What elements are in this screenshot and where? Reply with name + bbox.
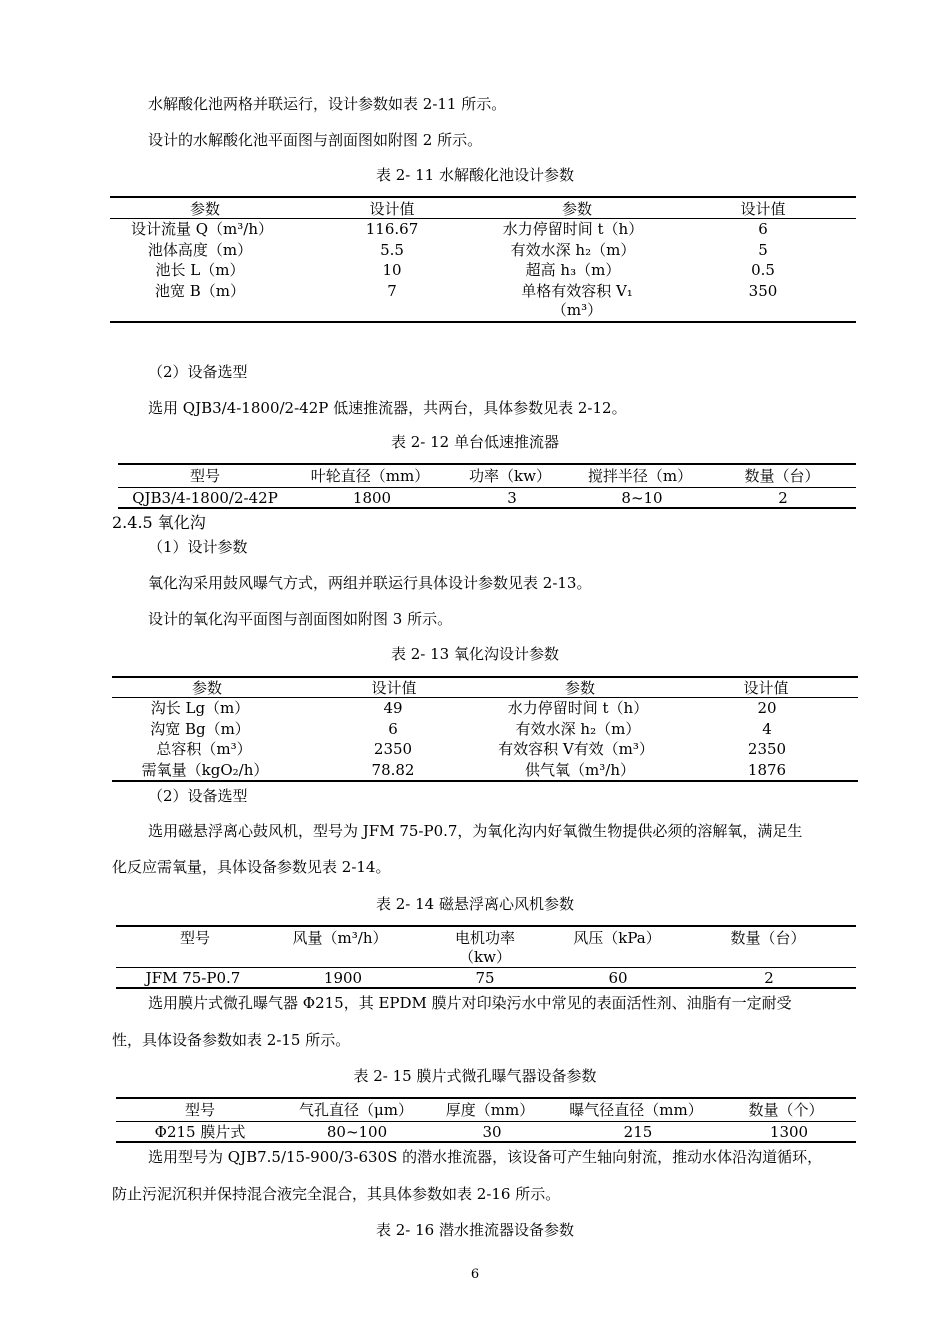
table-top-rule <box>110 196 856 198</box>
table-header: 叶轮直径（mm） <box>310 467 430 485</box>
table-caption: 表 2- 14 磁悬浮离心风机参数 <box>375 895 574 913</box>
table-header-rule <box>118 487 856 488</box>
table-header: 风压（kPa） <box>573 929 661 947</box>
table-cell: QJB3/4-1800/2-42P <box>132 489 278 507</box>
paragraph-text: 选用磁悬浮离心鼓风机，型号为 JFM 75-P0.7，为氧化沟内好氧微生物提供必须的溶解氧，满足生 <box>148 822 803 840</box>
table-cell: 池体高度（m） <box>147 241 253 259</box>
paragraph-text: 设计的水解酸化池平面图与剖面图如附图 2 所示。 <box>148 131 483 149</box>
paragraph-text: 性，具体设备参数如表 2-15 所示。 <box>112 1031 351 1049</box>
table-cell: 水力停留时间 t（h） <box>502 220 644 238</box>
section-label: （2）设备选型 <box>148 787 248 805</box>
table-cell: 总容积（m³） <box>156 740 252 758</box>
paragraph-text: 设计的氧化沟平面图与剖面图如附图 3 所示。 <box>148 610 453 628</box>
table-cell: 1800 <box>352 489 392 507</box>
table-cell: 8~10 <box>621 489 663 507</box>
table-header: 型号 <box>184 1101 216 1119</box>
paragraph-text: 选用膜片式微孔曝气器 Φ215，其 EPDM 膜片对印染污水中常见的表面活性剂、油脂有一定耐受 <box>148 994 792 1012</box>
table-cell: 2350 <box>373 740 413 758</box>
table-header: 设计值 <box>743 679 789 697</box>
table-cell: 池长 L（m） <box>155 261 245 279</box>
table-cell: Φ215 膜片式 <box>154 1123 246 1141</box>
table-top-rule <box>118 463 856 465</box>
table-header: 设计值 <box>369 200 415 218</box>
table-caption: 表 2- 12 单台低速推流器 <box>390 433 559 451</box>
table-cell: 5 <box>758 241 768 259</box>
table-header: 气孔直径（μm） <box>299 1101 413 1119</box>
table-header-rule <box>112 697 858 698</box>
table-header: 风量（m³/h） <box>292 929 388 947</box>
table-header: 参数 <box>189 200 221 218</box>
table-cell: 有效容积 V有效（m³） <box>498 740 654 758</box>
table-header: 型号 <box>189 467 221 485</box>
table-bottom-rule <box>118 507 856 509</box>
table-top-rule <box>116 925 856 927</box>
table-cell: 2 <box>778 489 788 507</box>
table-cell: 7 <box>387 282 397 300</box>
section-label: （2）设备选型 <box>148 363 248 381</box>
table-cell: 6 <box>758 220 768 238</box>
table-top-rule <box>116 1097 856 1099</box>
table-cell: 30 <box>482 1123 502 1141</box>
table-cell: 需氧量（kgO₂/h） <box>141 761 269 779</box>
table-bottom-rule <box>110 321 856 323</box>
table-cell: 75 <box>475 969 495 987</box>
table-cell: 1876 <box>747 761 787 779</box>
table-cell: 6 <box>388 720 398 738</box>
table-cell: 215 <box>623 1123 653 1141</box>
table-cell: 1300 <box>769 1123 809 1141</box>
table-cell: 3 <box>507 489 517 507</box>
table-bottom-rule <box>116 987 856 989</box>
table-bottom-rule <box>112 780 858 782</box>
table-cell: 0.5 <box>751 261 775 279</box>
table-header: 曝气径直径（mm） <box>569 1101 703 1119</box>
table-header-rule <box>116 967 856 968</box>
section-heading: 2.4.5 氧化沟 <box>112 513 206 532</box>
table-cell: 有效水深 h₂（m） <box>515 720 641 738</box>
table-cell: 350 <box>748 282 778 300</box>
table-caption: 表 2- 15 膜片式微孔曝气器设备参数 <box>353 1067 597 1085</box>
table-cell: 水力停留时间 t（h） <box>507 699 649 717</box>
table-cell: 单格有效容积 V₁ <box>521 282 633 300</box>
table-header: （kw） <box>459 948 511 966</box>
table-cell: 供气氧（m³/h） <box>525 761 635 779</box>
table-header: 参数 <box>564 679 596 697</box>
table-cell: 116.67 <box>365 220 419 238</box>
table-header: 数量（台） <box>730 929 806 947</box>
paragraph-text: 选用 QJB3/4-1800/2-42P 低速推流器，共两台，具体参数见表 2-12。 <box>148 399 627 417</box>
table-caption: 表 2- 11 水解酸化池设计参数 <box>375 166 574 184</box>
table-cell: 有效水深 h₂（m） <box>510 241 636 259</box>
section-label: （1）设计参数 <box>148 538 248 556</box>
page-number: 6 <box>470 1267 480 1282</box>
table-cell: 2350 <box>747 740 787 758</box>
paragraph-text: 氧化沟采用鼓风曝气方式，两组并联运行具体设计参数见表 2-13。 <box>148 574 592 592</box>
table-cell: JFM 75-P0.7 <box>145 969 241 987</box>
table-cell: 5.5 <box>380 241 404 259</box>
table-top-rule <box>112 676 858 678</box>
table-cell: 1900 <box>323 969 363 987</box>
table-cell: 10 <box>382 261 402 279</box>
table-cell: 20 <box>757 699 777 717</box>
table-header-rule <box>110 218 856 219</box>
table-caption: 表 2- 16 潜水推流器设备参数 <box>375 1221 574 1239</box>
table-cell: 池宽 B（m） <box>154 282 246 300</box>
table-cell: 60 <box>608 969 628 987</box>
paragraph-text: 水解酸化池两格并联运行，设计参数如表 2-11 所示。 <box>148 95 507 113</box>
table-header: 参数 <box>561 200 593 218</box>
table-header: 数量（台） <box>744 467 820 485</box>
table-bottom-rule <box>116 1141 856 1143</box>
table-cell: 沟宽 Bg（m） <box>150 720 250 738</box>
table-cell: 4 <box>762 720 772 738</box>
table-cell: 设计流量 Q（m³/h） <box>130 220 274 238</box>
table-header: 功率（kw） <box>469 467 551 485</box>
table-header: 设计值 <box>371 679 417 697</box>
table-header: 参数 <box>191 679 223 697</box>
table-cell: 78.82 <box>371 761 415 779</box>
table-cell: （m³） <box>551 301 603 319</box>
paragraph-text: 化反应需氧量，具体设备参数见表 2-14。 <box>112 858 391 876</box>
table-cell: 沟长 Lg（m） <box>150 699 250 717</box>
table-header-rule <box>116 1121 856 1122</box>
table-cell: 49 <box>383 699 403 717</box>
table-header: 设计值 <box>740 200 786 218</box>
table-caption: 表 2- 13 氧化沟设计参数 <box>390 645 559 663</box>
paragraph-text: 防止污泥沉积并保持混合液完全混合，其具体参数如表 2-16 所示。 <box>112 1185 561 1203</box>
table-cell: 2 <box>764 969 774 987</box>
table-header: 电机功率 <box>454 929 516 947</box>
table-header: 搅拌半径（m） <box>587 467 693 485</box>
paragraph-text: 选用型号为 QJB7.5/15-900/3-630S 的潜水推流器，该设备可产生轴向射流，推动水体沿沟道循环， <box>148 1148 823 1166</box>
table-cell: 超高 h₃（m） <box>525 261 621 279</box>
table-header: 厚度（mm） <box>445 1101 535 1119</box>
table-header: 数量（个） <box>748 1101 824 1119</box>
table-cell: 80~100 <box>326 1123 388 1141</box>
table-header: 型号 <box>179 929 211 947</box>
